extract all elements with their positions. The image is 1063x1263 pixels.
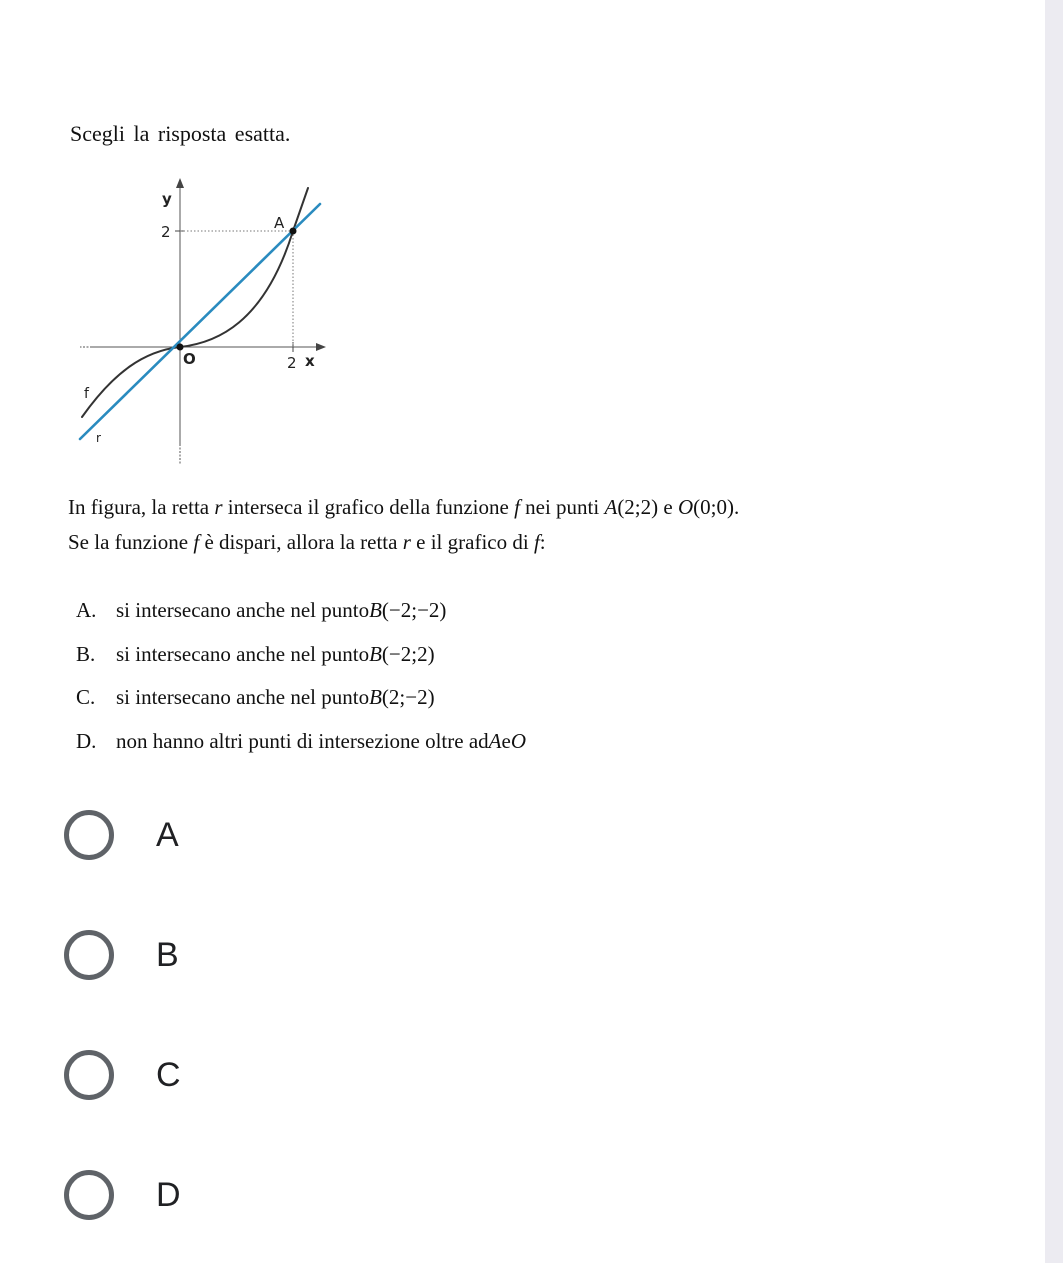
point-a xyxy=(290,228,297,235)
line-r xyxy=(80,204,320,439)
x-axis-arrow xyxy=(316,343,326,351)
question-intro: Scegli la risposta esatta. xyxy=(70,121,291,146)
y-tick-label: 2 xyxy=(161,223,171,241)
radio-button[interactable] xyxy=(64,810,114,860)
y-axis-label: y xyxy=(162,190,172,208)
origin-label: O xyxy=(183,350,196,368)
option-c-text: C. si intersecano anche nel punto B (2;−2) xyxy=(76,685,435,709)
statement-line-1: In figura, la retta r interseca il grafico della funzione f nei punti A(2;2) e O(0;0). xyxy=(68,495,740,519)
option-b-text: B. si intersecano anche nel punto B (−2;2) xyxy=(76,641,435,666)
choice-label: B xyxy=(156,935,179,974)
scrollbar[interactable] xyxy=(1045,0,1063,1263)
function-graph xyxy=(74,176,334,466)
choice-d[interactable] xyxy=(64,1165,464,1225)
x-axis-label: x xyxy=(305,352,315,370)
choice-label: D xyxy=(156,1175,181,1214)
choice-a[interactable] xyxy=(64,805,464,865)
choice-label: C xyxy=(156,1055,181,1094)
curve-f-label: f xyxy=(84,386,89,402)
option-a-text: A. si intersecano anche nel punto B (−2;−2) xyxy=(76,598,447,622)
statement-line-2: Se la funzione f è dispari, allora la retta r e il grafico di f: xyxy=(68,530,546,554)
radio-button[interactable] xyxy=(64,930,114,980)
choice-b[interactable] xyxy=(64,925,464,985)
option-d-text: D. non hanno altri punti di intersezione oltre ad A e O xyxy=(76,728,526,753)
point-a-label: A xyxy=(274,214,285,232)
answer-options-list xyxy=(76,598,526,772)
choice-c[interactable] xyxy=(64,1045,464,1105)
line-r-label: r xyxy=(96,431,101,445)
radio-button[interactable] xyxy=(64,1170,114,1220)
radio-button[interactable] xyxy=(64,1050,114,1100)
y-axis-arrow xyxy=(176,178,184,188)
x-tick-label: 2 xyxy=(287,354,297,372)
choice-label: A xyxy=(156,815,179,854)
